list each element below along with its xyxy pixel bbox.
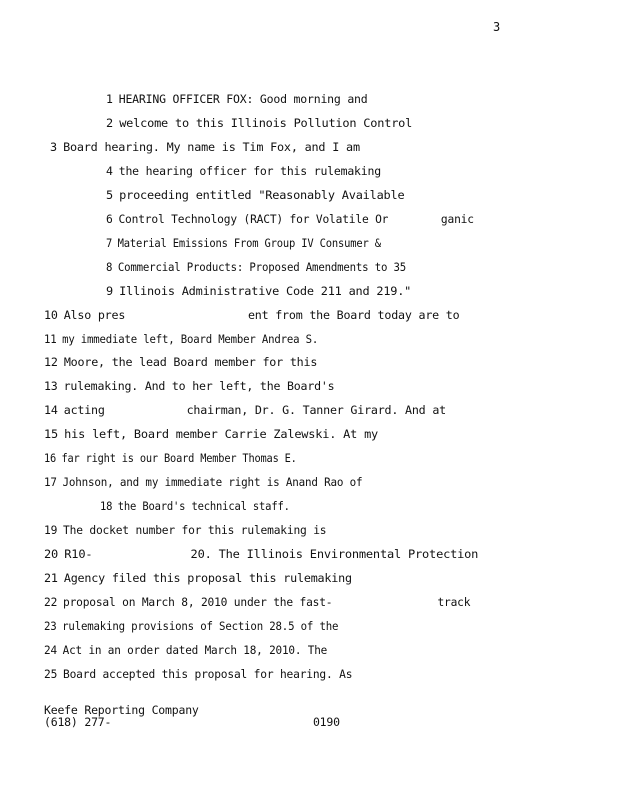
line-number: 9 — [106, 283, 113, 298]
transcript-line — [44, 643, 327, 657]
transcript-line — [106, 284, 411, 298]
line-number: 4 — [106, 163, 113, 178]
transcript-line — [44, 595, 470, 609]
line-text: Commercial Products: Proposed Amendments to 35 — [117, 259, 407, 274]
line-text: my immediate left, Board Member Andrea S. — [62, 331, 319, 346]
line-number: 11 — [44, 331, 57, 346]
line-text: rulemaking. And to her left, the Board's — [63, 379, 335, 394]
line-number: 10 — [44, 307, 58, 322]
line-text: Also pres ent from the Board today are to — [63, 307, 460, 322]
transcript-line — [106, 212, 474, 226]
line-text: Act in an order dated March 18, 2010. The — [62, 642, 328, 657]
line-text: the hearing officer for this rulemaking — [118, 163, 381, 178]
transcript-line — [44, 332, 318, 346]
line-number: 19 — [44, 523, 58, 538]
line-text: Illinois Administrative Code 211 and 219." — [119, 283, 412, 298]
line-text: proposal on March 8, 2010 under the fast- track — [63, 594, 471, 609]
line-number: 1 — [106, 92, 113, 106]
line-text: acting chairman, Dr. G. Tanner Girard. And at — [63, 403, 446, 418]
line-text: the Board's technical staff. — [117, 499, 290, 514]
line-text: Control Technology (RACT) for Volatile Or ganic — [118, 211, 474, 226]
line-number: 18 — [100, 499, 113, 514]
line-text: Moore, the lead Board member for this — [63, 355, 318, 370]
transcript-line — [100, 499, 290, 513]
line-text: The docket number for this rulemaking is — [63, 523, 327, 538]
line-text: proceeding entitled "Reasonably Available — [119, 187, 405, 202]
transcript-line — [44, 403, 446, 417]
transcript-line — [106, 236, 381, 250]
line-text: welcome to this Illinois Pollution Control — [119, 115, 413, 130]
line-number: 20 — [44, 547, 59, 562]
transcript-line — [106, 188, 404, 202]
line-text: Board accepted this proposal for hearing. As — [63, 666, 353, 681]
transcript-line — [44, 475, 362, 489]
transcript-line — [44, 379, 334, 393]
line-number: 23 — [44, 618, 57, 633]
line-number: 8 — [106, 259, 113, 274]
line-number: 25 — [44, 666, 58, 681]
transcript-line — [44, 523, 326, 537]
line-text: R10- 20. The Illinois Environmental Protection — [64, 547, 479, 562]
line-number: 5 — [106, 187, 113, 202]
line-text: Material Emissions From Group IV Consumer & — [117, 235, 381, 250]
transcript-line — [44, 619, 338, 633]
line-text: Board hearing. My name is Tim Fox, and I am — [63, 139, 360, 154]
line-text: his left, Board member Carrie Zalewski. At my — [64, 427, 379, 442]
line-text: Johnson, and my immediate right is Anand Rao of — [62, 475, 363, 490]
transcript-line — [44, 571, 352, 585]
transcript-line — [44, 308, 459, 322]
line-number: 6 — [106, 211, 113, 226]
transcript-line — [106, 260, 406, 274]
transcript-line — [44, 547, 478, 561]
transcript-line — [44, 451, 297, 465]
line-number: 16 — [44, 451, 57, 466]
reporter-name: Keefe Reporting Company — [44, 703, 199, 717]
line-text: HEARING OFFICER FOX: Good morning and — [118, 92, 368, 106]
line-number: 24 — [44, 642, 57, 657]
line-text: rulemaking provisions of Section 28.5 of the — [62, 618, 339, 633]
line-number: 22 — [44, 594, 58, 609]
transcript-line — [44, 667, 352, 681]
transcript-line — [50, 140, 360, 154]
transcript-line — [44, 355, 317, 369]
transcript-line — [106, 164, 381, 178]
line-number: 21 — [44, 571, 58, 585]
line-number: 15 — [44, 427, 58, 442]
transcript-line — [106, 116, 412, 130]
transcript-line — [44, 427, 378, 441]
line-text: far right is our Board Member Thomas E. — [61, 451, 297, 466]
line-text: Agency filed this proposal this rulemaking — [63, 571, 352, 585]
line-number: 12 — [44, 355, 58, 370]
line-number: 14 — [44, 403, 58, 418]
line-number: 2 — [106, 115, 113, 130]
line-number: 3 — [50, 139, 57, 154]
line-number: 17 — [44, 475, 57, 490]
line-number: 13 — [44, 379, 58, 394]
reporter-phone: (618) 277- 0190 — [44, 715, 340, 729]
page-number: 3 — [493, 20, 501, 34]
transcript-line — [106, 92, 368, 106]
line-number: 7 — [106, 235, 113, 250]
